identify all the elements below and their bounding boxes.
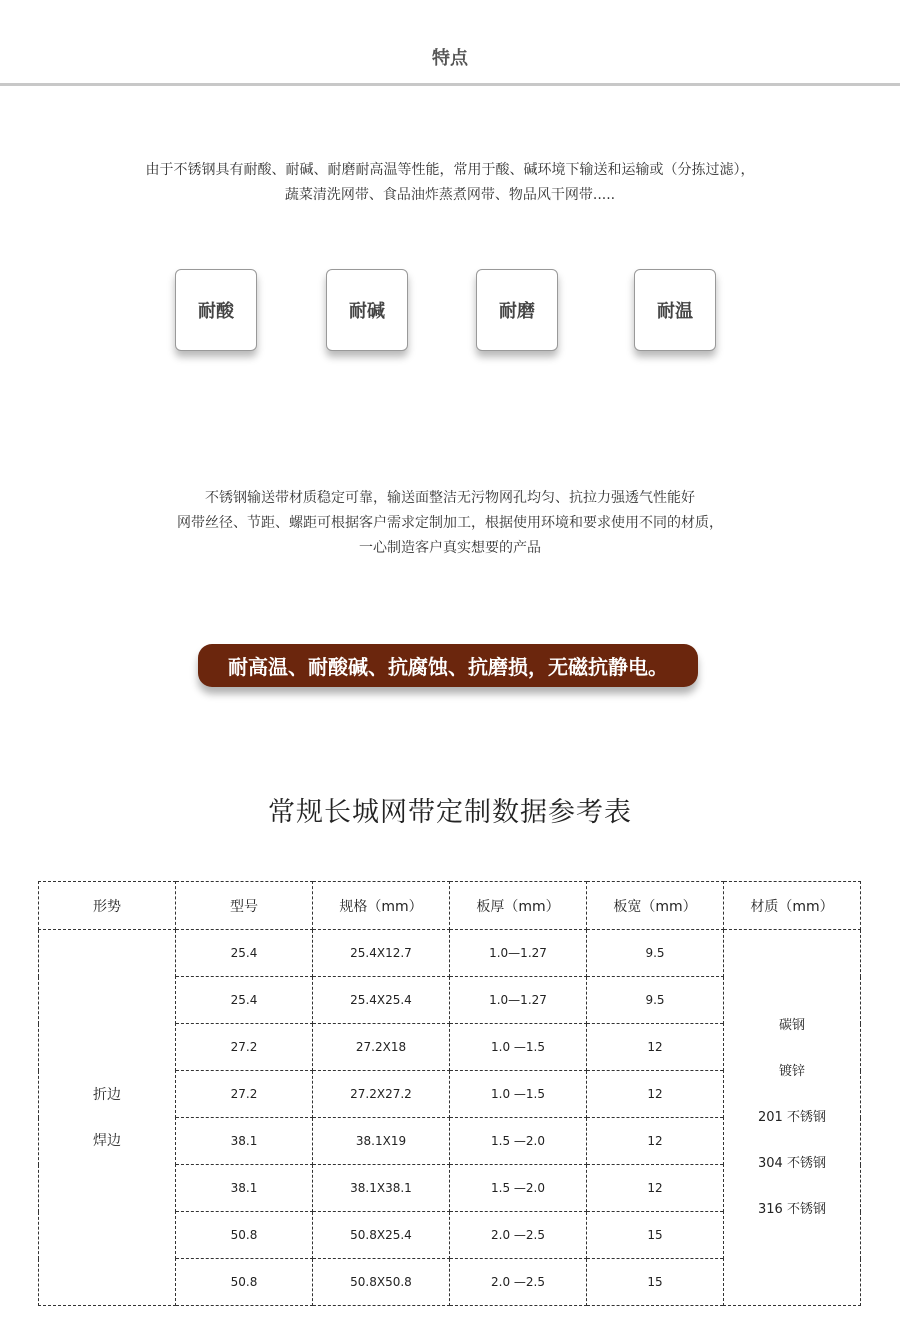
description-line: 一心制造客户真实想要的产品: [359, 540, 541, 556]
material-label: 201 不锈钢: [758, 1109, 826, 1125]
feature-card-alkali: 耐碱: [326, 269, 408, 351]
intro-line: 蔬菜清洗网带、食品油炸蒸煮网带、物品风干网带.....: [284, 187, 616, 203]
table-header-row: [39, 882, 861, 930]
spec-cell: 25.4X12.7: [313, 930, 450, 977]
model-cell: 38.1: [176, 1165, 313, 1212]
material-label: 镀锌: [778, 1063, 805, 1079]
type-label: 焊边: [93, 1132, 121, 1149]
width-cell: 15: [587, 1212, 724, 1259]
header-cell: 板宽（mm）: [587, 882, 724, 930]
material-label: 316 不锈钢: [758, 1201, 826, 1217]
model-cell: 25.4: [176, 977, 313, 1024]
thickness-cell: 2.0 —2.5: [450, 1212, 587, 1259]
type-label: 折边: [93, 1086, 121, 1103]
spec-cell: 50.8X25.4: [313, 1212, 450, 1259]
model-cell: 50.8: [176, 1259, 313, 1306]
section-title: 特点: [432, 48, 468, 69]
thickness-cell: 1.0—1.27: [450, 977, 587, 1024]
material-label: 碳钢: [778, 1017, 805, 1033]
spec-cell: 38.1X19: [313, 1118, 450, 1165]
width-cell: 12: [587, 1024, 724, 1071]
feature-card-heat: 耐温: [634, 269, 716, 351]
header-cell: 形势: [39, 882, 176, 930]
description-line: 不锈钢输送带材质稳定可靠，输送面整洁无污物网孔均匀、抗拉力强透气性能好: [205, 490, 695, 506]
model-cell: 27.2: [176, 1024, 313, 1071]
model-cell: 50.8: [176, 1212, 313, 1259]
model-cell: 25.4: [176, 930, 313, 977]
width-cell: 12: [587, 1118, 724, 1165]
width-cell: 15: [587, 1259, 724, 1306]
intro-line: 由于不锈钢具有耐酸、耐碱、耐磨耐高温等性能，常用于酸、碱环境下输送和运输或（分拣过滤），: [145, 162, 755, 178]
thickness-cell: 1.5 —2.0: [450, 1118, 587, 1165]
thickness-cell: 1.0 —1.5: [450, 1024, 587, 1071]
width-cell: 12: [587, 1165, 724, 1212]
width-cell: 9.5: [587, 930, 724, 977]
header-cell: 板厚（mm）: [450, 882, 587, 930]
spec-cell: 38.1X38.1: [313, 1165, 450, 1212]
header-cell: 规格（mm）: [313, 882, 450, 930]
description-paragraph: [0, 486, 900, 561]
model-cell: 38.1: [176, 1118, 313, 1165]
header-cell: 型号: [176, 882, 313, 930]
model-cell: 27.2: [176, 1071, 313, 1118]
material-label: 304 不锈钢: [758, 1155, 826, 1171]
thickness-cell: 1.5 —2.0: [450, 1165, 587, 1212]
section-divider: [0, 83, 900, 86]
intro-paragraph: [0, 158, 900, 208]
feature-card-acid: 耐酸: [175, 269, 257, 351]
spec-cell: 27.2X18: [313, 1024, 450, 1071]
spec-table: [38, 881, 861, 1306]
table-title: 常规长城网带定制数据参考表: [268, 797, 632, 828]
spec-cell: 27.2X27.2: [313, 1071, 450, 1118]
spec-cell: 25.4X25.4: [313, 977, 450, 1024]
type-cell: [39, 930, 176, 1306]
thickness-cell: 1.0—1.27: [450, 930, 587, 977]
width-cell: 12: [587, 1071, 724, 1118]
material-cell: [724, 930, 861, 1306]
table-row: [39, 930, 861, 977]
thickness-cell: 2.0 —2.5: [450, 1259, 587, 1306]
thickness-cell: 1.0 —1.5: [450, 1071, 587, 1118]
features-banner: 耐高温、耐酸碱、抗腐蚀、抗磨损，无磁抗静电。: [198, 644, 698, 687]
width-cell: 9.5: [587, 977, 724, 1024]
header-cell: 材质（mm）: [724, 882, 861, 930]
spec-cell: 50.8X50.8: [313, 1259, 450, 1306]
feature-card-wear: 耐磨: [476, 269, 558, 351]
description-line: 网带丝径、节距、螺距可根据客户需求定制加工，根据使用环境和要求使用不同的材质，: [177, 515, 723, 531]
